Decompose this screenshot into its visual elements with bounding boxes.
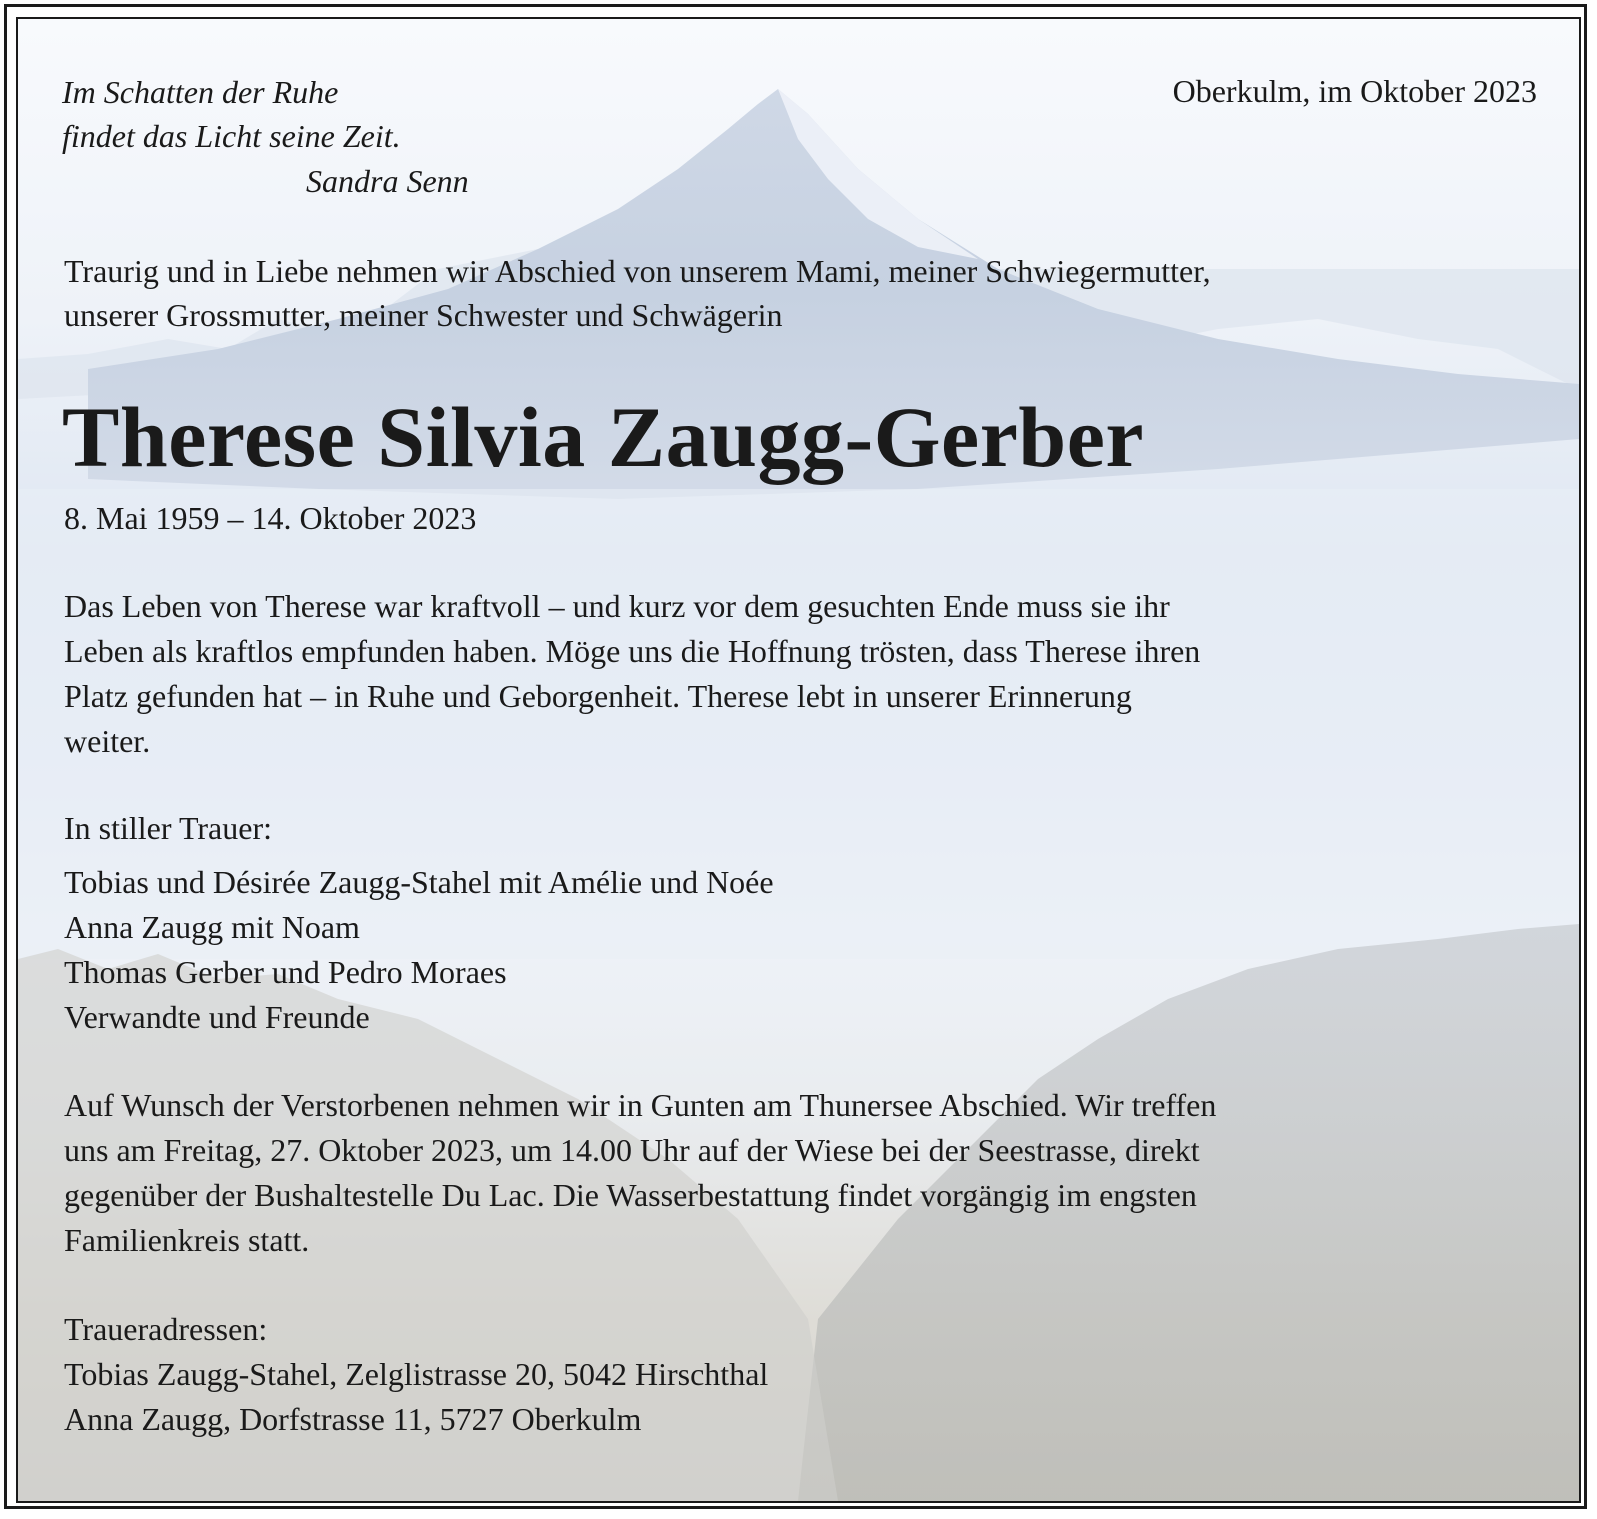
tribute-line: Leben als kraftlos empfunden haben. Möge uns die Hoffnung trösten, dass Therese ihren bbox=[64, 633, 1201, 669]
motto-line-2: findet das Licht seine Zeit. bbox=[62, 118, 401, 154]
tribute-line: Das Leben von Therese war kraftvoll – und kurz vor dem gesuchten Ende muss sie ihr bbox=[64, 588, 1170, 624]
mountain-lake-background bbox=[18, 19, 1579, 1501]
life-dates: 8. Mai 1959 – 14. Oktober 2023 bbox=[64, 500, 477, 536]
ceremony-line: gegenüber der Bushaltestelle Du Lac. Die Wasserbestattung findet vorgängig im engsten bbox=[64, 1177, 1197, 1213]
ceremony-line: uns am Freitag, 27. Oktober 2023, um 14.00 Uhr auf der Wiese bei der Seestrasse, direkt bbox=[64, 1132, 1200, 1168]
addresses-heading: Traueradressen: bbox=[64, 1311, 268, 1347]
mourners-heading: In stiller Trauer: bbox=[64, 810, 272, 846]
address-item: Anna Zaugg, Dorfstrasse 11, 5727 Oberkulm bbox=[64, 1401, 642, 1437]
address-item: Tobias Zaugg-Stahel, Zelglistrasse 20, 5042 Hirschthal bbox=[64, 1356, 769, 1392]
ceremony-line: Auf Wunsch der Verstorbenen nehmen wir in Gunten am Thunersee Abschied. Wir treffen bbox=[64, 1087, 1217, 1123]
intro-line-1: Traurig und in Liebe nehmen wir Abschied von unserem Mami, meiner Schwiegermutter, bbox=[64, 253, 1211, 289]
mourner-item: Verwandte und Freunde bbox=[64, 999, 370, 1035]
mourner-item: Anna Zaugg mit Noam bbox=[64, 909, 360, 945]
tribute-line: weiter. bbox=[64, 723, 151, 759]
ceremony-line: Familienkreis statt. bbox=[64, 1222, 310, 1258]
mourner-item: Thomas Gerber und Pedro Moraes bbox=[64, 954, 507, 990]
deceased-name: Therese Silvia Zaugg-Gerber bbox=[62, 389, 1145, 485]
tribute-line: Platz gefunden hat – in Ruhe und Geborgenheit. Therese lebt in unserer Erinnerung bbox=[64, 678, 1132, 714]
motto-author: Sandra Senn bbox=[306, 163, 469, 199]
place-and-date: Oberkulm, im Oktober 2023 bbox=[1172, 73, 1537, 109]
mourner-item: Tobias und Désirée Zaugg-Stahel mit Amélie und Noée bbox=[64, 864, 774, 900]
intro-line-2: unserer Grossmutter, meiner Schwester und Schwägerin bbox=[64, 297, 783, 333]
motto-line-1: Im Schatten der Ruhe bbox=[62, 74, 339, 110]
obituary-card bbox=[16, 17, 1581, 1503]
